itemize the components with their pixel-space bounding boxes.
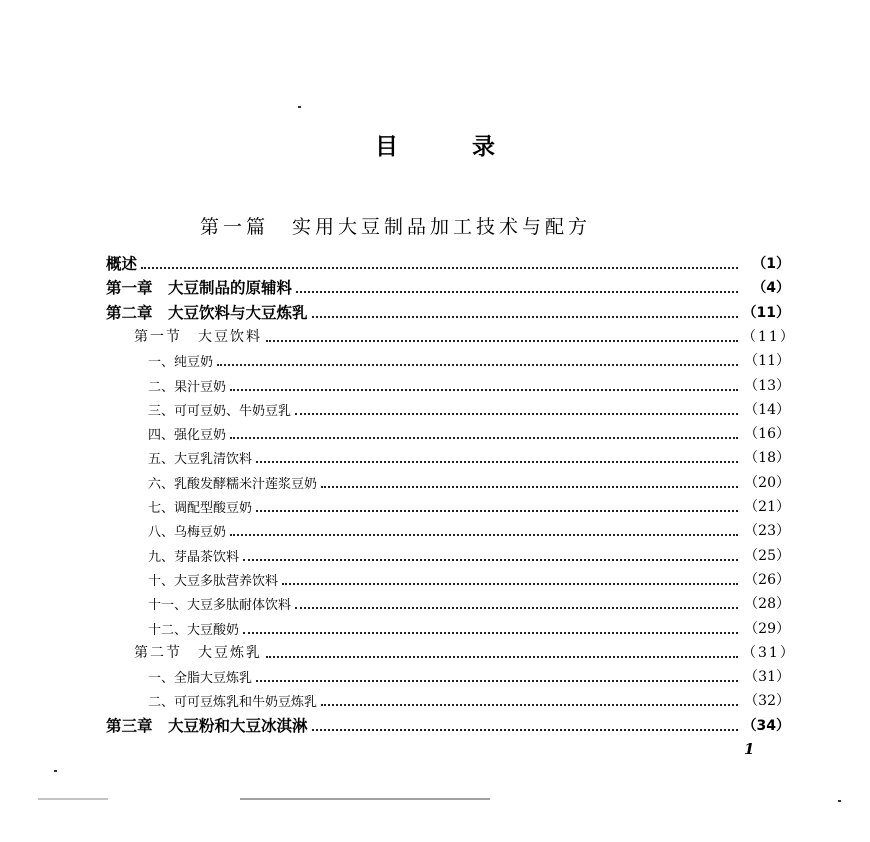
- toc-entry-page: （18）: [744, 450, 790, 466]
- toc-entry-page: （20）: [744, 475, 790, 491]
- toc-entry-label: 十一、大豆多肽耐体饮料: [148, 597, 292, 613]
- leader-dots: [266, 330, 738, 342]
- toc-entry-page: （21）: [744, 499, 790, 515]
- toc-entry: [148, 665, 790, 687]
- toc-entry-page: （25）: [744, 548, 790, 564]
- toc-entry: [148, 374, 790, 396]
- leader-dots: [230, 524, 738, 536]
- toc-entry-page: （26）: [744, 572, 790, 588]
- toc-entry-label: 二、可可豆炼乳和牛奶豆炼乳: [148, 694, 318, 710]
- leader-dots: [230, 427, 738, 439]
- toc-entry-page: （14）: [744, 402, 790, 418]
- toc-entry-label: 七、调配型酸豆奶: [148, 500, 253, 516]
- toc-entry-page: （11）: [742, 305, 790, 321]
- toc-entry-label: 九、芽晶茶饮料: [148, 549, 240, 565]
- leader-dots: [321, 476, 738, 488]
- toc-entry-label: 三、可可豆奶、牛奶豆乳: [148, 403, 292, 419]
- scan-speck: [298, 106, 301, 108]
- toc-entry: [148, 495, 790, 517]
- toc-entry-label: 四、强化豆奶: [148, 427, 227, 443]
- toc-entry-label: 十、大豆多肽营养饮料: [148, 573, 279, 589]
- toc-entry-label: 第一节 大豆饮料: [134, 329, 262, 345]
- toc-entry-label: 五、大豆乳清饮料: [148, 451, 253, 467]
- page-title: [0, 128, 870, 161]
- toc-entry-label: 一、全脂大豆炼乳: [148, 670, 253, 686]
- toc-entry-page: （4）: [752, 280, 790, 296]
- toc-entry: [148, 422, 790, 444]
- toc-entry: [148, 519, 790, 541]
- toc-entry: [148, 471, 790, 493]
- leader-dots: [256, 670, 738, 682]
- toc-entry: [148, 592, 790, 614]
- leader-dots: [256, 451, 738, 463]
- toc-entry: [148, 617, 790, 639]
- leader-dots: [296, 281, 738, 293]
- toc-entry-page: （29）: [744, 621, 790, 637]
- toc-entry-page: （23）: [744, 523, 790, 539]
- toc-entry-page: （31）: [744, 669, 790, 685]
- toc-entry-label: 第三章 大豆粉和大豆冰淇淋: [106, 717, 308, 735]
- toc-entry-page: （31）: [742, 645, 796, 661]
- leader-dots: [312, 719, 738, 731]
- toc-entry: [106, 301, 790, 323]
- toc-entry-label: 一、纯豆奶: [148, 354, 214, 370]
- toc-entry-page: （34）: [742, 718, 790, 734]
- leader-dots: [321, 694, 738, 706]
- toc-entry-page: （28）: [744, 596, 790, 612]
- toc-entry-label: 第一章 大豆制品的原辅料: [106, 279, 293, 297]
- leader-dots: [312, 306, 738, 318]
- toc-entry-page: （13）: [744, 378, 790, 394]
- page-number: 1: [744, 740, 755, 758]
- toc-entry-page: （11）: [742, 329, 796, 345]
- toc-entry-label: 八、乌梅豆奶: [148, 524, 227, 540]
- scan-speck: [54, 770, 57, 772]
- leader-dots: [141, 257, 738, 269]
- toc-entry: [106, 714, 790, 736]
- leader-dots: [295, 597, 738, 609]
- toc-entry: [134, 641, 796, 663]
- title-char-right: 录: [472, 134, 495, 160]
- toc-entry-label: 第二章 大豆饮料与大豆炼乳: [106, 304, 308, 322]
- leader-dots: [295, 403, 738, 415]
- toc-entry: [148, 398, 790, 420]
- toc-entry-label: 十二、大豆酸奶: [148, 622, 240, 638]
- toc-entry: [148, 349, 790, 371]
- toc-entry: [148, 568, 790, 590]
- title-char-left: 目: [375, 134, 398, 160]
- leader-dots: [266, 646, 738, 658]
- toc-entry: [134, 325, 796, 347]
- scan-speck: [838, 800, 841, 802]
- toc-entry: [148, 446, 790, 468]
- toc-entry-page: （11）: [744, 353, 790, 369]
- toc-entry: [106, 276, 790, 298]
- toc-entry-label: 第二节 大豆炼乳: [134, 645, 262, 661]
- scan-artifact-line: [240, 798, 490, 800]
- leader-dots: [282, 573, 738, 585]
- toc-entry-page: （1）: [752, 256, 790, 272]
- toc-entry-label: 六、乳酸发酵糯米汁莲浆豆奶: [148, 476, 318, 492]
- toc-entry-page: （16）: [744, 426, 790, 442]
- leader-dots: [243, 622, 738, 634]
- toc-entry-page: （32）: [744, 693, 790, 709]
- scan-artifact-line: [38, 798, 108, 800]
- toc-entry: [148, 689, 790, 711]
- toc-entry: [148, 544, 790, 566]
- toc-entry-label: 概述: [106, 255, 138, 273]
- toc-entry: [106, 252, 790, 274]
- toc-entry-label: 二、果汁豆奶: [148, 379, 227, 395]
- leader-dots: [217, 354, 738, 366]
- leader-dots: [256, 500, 738, 512]
- leader-dots: [243, 549, 738, 561]
- part-heading: 第一篇 实用大豆制品加工技术与配方: [200, 216, 592, 238]
- leader-dots: [230, 379, 738, 391]
